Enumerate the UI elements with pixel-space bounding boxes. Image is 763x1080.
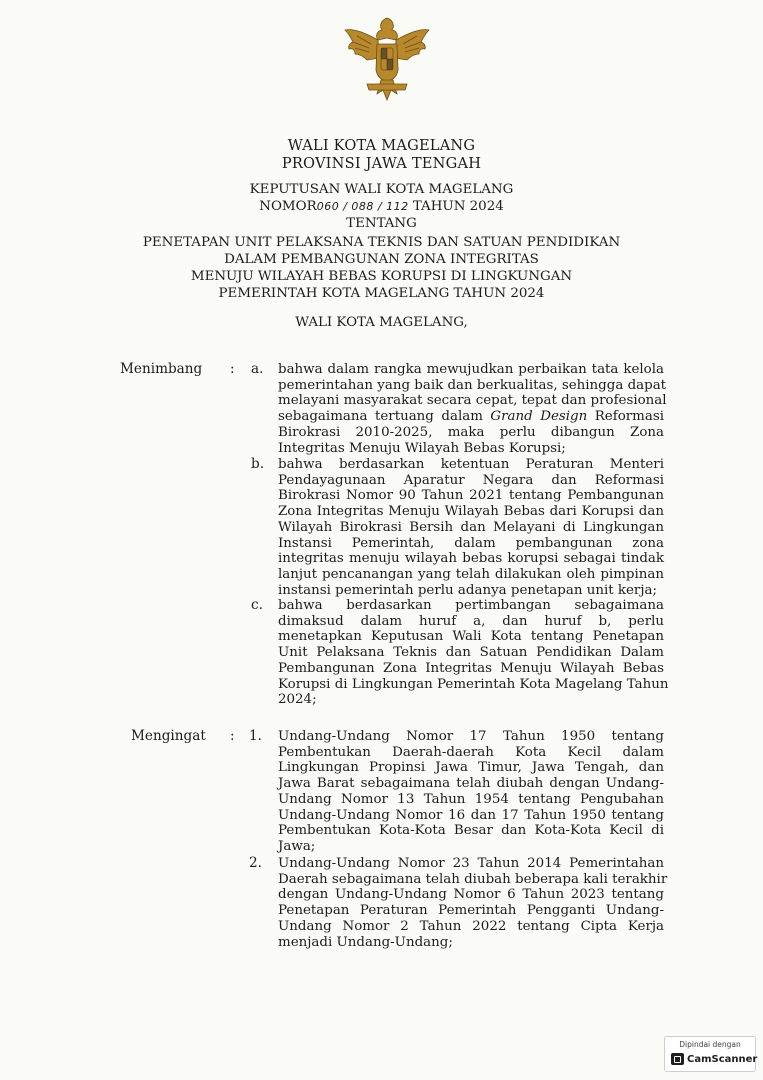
decree-title: KEPUTUSAN WALI KOTA MAGELANG [249,182,514,197]
menimbang-item-b-label: b. [251,456,265,472]
camscanner-brand: CamScanner [687,1053,758,1065]
camscanner-caption: Dipindai dengan [679,1040,741,1049]
menimbang-item-a-label: a. [251,361,264,377]
mengingat-item-2-text: Undang-Undang Nomor 23 Tahun 2014 Pemerintahan Daerah sebagaimana telah diubah beberapa kali terakhir dengan Undang-Undang Nomor 6 Tahun 2023 tentang Penetapan Peraturan Pemerintah Pengganti Undang- Undang Nomor 2 Tahun 2022 tentang Cipta Kerja menjadi Undang-Undang; [278,856,668,950]
camscanner-badge [664,1036,756,1072]
mengingat-item-1-text: Undang-Undang Nomor 17 Tahun 1950 tentang Pembentukan Daerah-daerah Kota Kecil dalam Lingkungan Propinsi Jawa Timur, Jawa Tengah, dan Jawa Barat sebagaimana telah diubah dengan Undang- Undang Nomor 13 Tahun 1954 tentang Pengubahan Undang-Undang Nomor 16 dan 17 Tahun 1950 tentang Pembentukan Kota-Kota Besar dan Kota-Kota Kecil di Jawa; [278,729,664,854]
mengingat-label: Mengingat [131,728,206,744]
menimbang-item-c-text: bahwa berdasarkan pertimbangan sebagaimana dimaksud dalam huruf a, dan huruf b, perlu menetapkan Keputusan Wali Kota tentang Penetapan Unit Pelaksana Teknis dan Satuan Pendidikan Dalam Pembangunan Zona Integritas Menuju Wilayah Bebas Korupsi di Lingkungan Pemerintah Kota Magelang Tahun 2024; [278,598,669,708]
tentang-label: TENTANG [346,216,417,231]
mengingat-colon: : [230,728,235,744]
mengingat-item-2-label: 2. [249,855,262,871]
mengingat-item-1-label: 1. [249,728,262,744]
camscanner-brand-row [671,1052,757,1066]
decree-number [0,199,763,214]
header-city: WALI KOTA MAGELANG [287,137,476,154]
menimbang-item-c-label: c. [251,597,263,613]
subject-line-4: PEMERINTAH KOTA MAGELANG TAHUN 2024 [218,286,545,301]
subject-line-2: DALAM PEMBANGUNAN ZONA INTEGRITAS [224,252,539,267]
nomor-prefix: NOMOR [259,199,317,214]
nomor-handwritten: 060 / 088 / 112 [316,200,409,213]
menimbang-item-a-text: bahwa dalam rangka mewujudkan perbaikan tata kelola pemerintahan yang baik dan berkualitas, sehingga dapat melayani masyarakat secara cepat, tepat dan profesional sebagaimana tertuang dalam Grand Design Reformasi Birokrasi 2010-2025, maka perlu dibangun Zona Integritas Menuju Wilayah Bebas Korupsi; [278,362,667,456]
subject-line-3: MENUJU WILAYAH BEBAS KORUPSI DI LINGKUNGAN [190,269,573,284]
grand-design-emphasis: Grand Design [490,409,588,425]
official-title: WALI KOTA MAGELANG, [295,315,468,330]
header-province: PROVINSI JAWA TENGAH [281,155,482,172]
garuda-emblem-icon [341,14,433,106]
subject-line-1: PENETAPAN UNIT PELAKSANA TEKNIS DAN SATUAN PENDIDIKAN [142,235,621,250]
camscanner-logo-icon [671,1053,684,1065]
nomor-suffix: TAHUN 2024 [412,199,504,214]
menimbang-label: Menimbang [120,361,203,377]
menimbang-item-b-text: bahwa berdasarkan ketentuan Peraturan Menteri Pendayagunaan Aparatur Negara dan Reformasi Birokrasi Nomor 90 Tahun 2021 tentang Pembangunan Zona Integritas Menuju Wilayah Bebas dari Korupsi dan Wilayah Birokrasi Bersih dan Melayani di Lingkungan Instansi Pemerintah, dalam pembangunan zona integritas menuju wilayah bebas korupsi sebagai tindak lanjut pencanangan yang telah dilakukan oleh pimpinan instansi pemerintah perlu adanya penetapan unit kerja; [278,457,664,598]
menimbang-colon: : [230,361,235,377]
